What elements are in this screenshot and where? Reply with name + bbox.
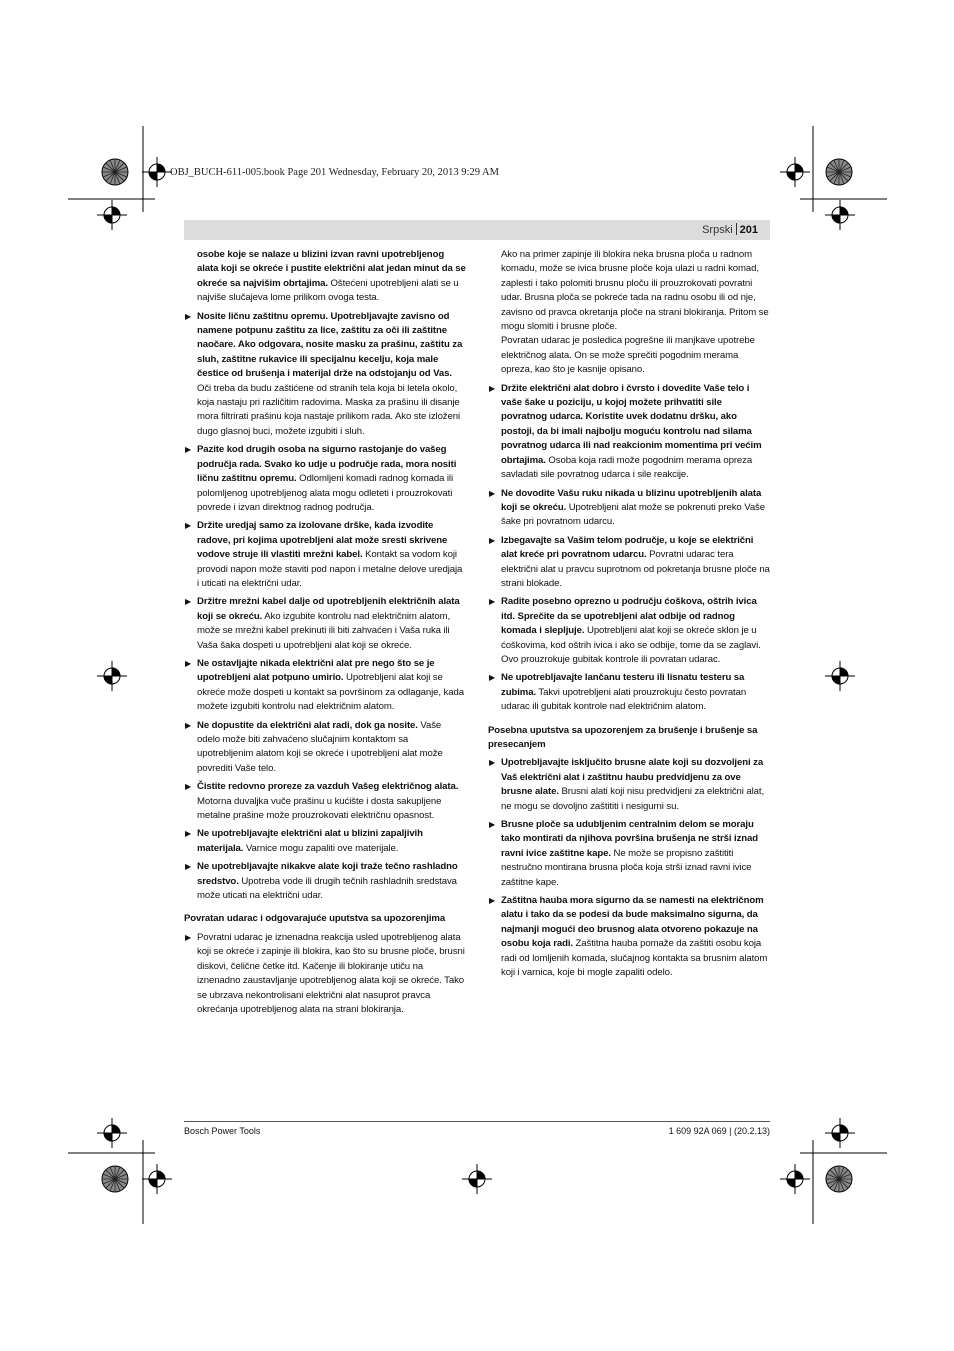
triangle-right-icon: ▶ <box>185 829 192 839</box>
registration-crosshair-icon <box>462 1164 492 1194</box>
triangle-right-icon: ▶ <box>489 383 496 393</box>
triangle-right-icon: ▶ <box>185 862 192 872</box>
list-item <box>184 780 466 823</box>
list-item <box>488 534 770 592</box>
header-divider <box>736 223 737 235</box>
triangle-right-icon: ▶ <box>489 488 496 498</box>
body-text: Odlomljeni komadi radnog komada ili polomljenog upotrebljenog alata mogu odleteti i prouzrokovati povrede i izvan direktnog radnog područja. <box>197 473 453 513</box>
body-text: Upotrebljeni alat može se pokrenuti preko Vaše šake pri povratnom udarcu. <box>501 501 765 528</box>
list-item <box>184 443 466 515</box>
body-text: Oči treba da budu zaštićene od stranih tela koja bi letela okolo, koja nastaju pri različitim radovima. Maska za prašinu ili disanje mora filtrirati prašinu koja nastaje prilikom rada. Ako ste izloženi dugo glasnoj buci, možete izgubiti i sluh. <box>197 382 461 437</box>
list-item <box>488 671 770 714</box>
body-text: Brusni alati koji nisu predvidjeni za električni alat, ne mogu se dovoljno zaštititi i nesigurni su. <box>501 786 765 812</box>
list-item <box>488 487 770 530</box>
continued-paragraph: Ako na primer zapinje ili blokira neka brusna ploča u radnom komadu, može se ivica brusne ploče koja ulazi u radni komad, zaplesti i tako polomiti brusnu ploču ili prouzrokovati povratni udar. Brusna ploča se pokreće tada na radnu osobu ili od nje, zavisno od pravca okretanja ploče na strani blokiranja. Pritom se mogu slomiti i brusne ploče. <box>501 249 769 333</box>
page-number: 201 <box>739 224 758 236</box>
list-item <box>488 595 770 667</box>
body-text: Upotrebljeni alat koji se okreće sklon je u ćoškovima, kod oštrih ivica i ako se odbije, tome da se zaglavi. Ovo prouzrokuje gubitak kontrole ili povratan udarac. <box>501 625 761 665</box>
section-heading: Posebna uputstva sa upozorenjem za brušenje i brušenje sa presecanjem <box>488 724 758 750</box>
right-column <box>488 248 770 981</box>
body-text: Vaše odelo može biti zahvaćeno slučajnim kontaktom sa upotrebljenim alatom koji se okreće i upotrebljeni alat može povrediti Vaše telo. <box>197 719 443 774</box>
bold-text: Ne upotrebljavajte lančanu testeru ili lisnatu testeru sa zubima. <box>501 672 745 698</box>
list-item <box>184 657 466 715</box>
bold-text: Pazite kod drugih osoba na sigurno rastojanje do vašeg područja rada. Svako ko udje u područje rada, mora nositi ličnu zaštitnu opremu. <box>197 444 457 485</box>
bold-text: Držite električni alat dobro i čvrsto i dovedite Vaše telo i vaše šake u poziciju, u kojoj možete prihvatiti sile povratnog udarca. Koristite uvek dodatnu dršku, ako postoji, da bi imali najbolju moguću kontrolu nad silama povratnog udarca ili nad reakcionim momentima pri većim obrtajima. <box>501 382 762 466</box>
triangle-right-icon: ▶ <box>185 720 192 730</box>
bold-text: Ne dovodite Vašu ruku nikada u blizinu upotrebljenih alata koji se okreću. <box>501 487 762 513</box>
list-item <box>184 860 466 903</box>
bold-text: osobe koje se nalaze u blizini izvan ravni upotrebljenog alata koji se okreće i pustite električni alat jedan minut da se okreće sa najvišim obrtajima. <box>197 249 466 289</box>
page-header <box>702 223 758 236</box>
print-slug: OBJ_BUCH-611-005.book Page 201 Wednesday, February 20, 2013 9:29 AM <box>170 167 499 178</box>
starburst-target-icon <box>825 1165 853 1193</box>
triangle-right-icon: ▶ <box>489 820 496 830</box>
list-item <box>184 827 466 856</box>
bold-text: Ne upotrebljavajte nikakve alate koji traže tečno rashladno sredstvo. <box>197 861 458 887</box>
body-text: Osoba koja radi može pogodnim merama opreza savladati sile povratnog udarca i sile reakcije. <box>501 454 753 481</box>
body-text: Ne može se propisno zaštititi nestručno montirana brusna ploča koja strši iznad ravni ivice zaštitne kape. <box>501 847 752 888</box>
starburst-target-icon <box>825 158 853 186</box>
footer-brand: Bosch Power Tools <box>184 1126 261 1136</box>
starburst-target-icon <box>101 158 129 186</box>
triangle-right-icon: ▶ <box>489 535 496 545</box>
continued-paragraph <box>184 248 466 306</box>
bold-text: Brusne ploče sa udubljenim centralnim delom se moraju tako montirati da njihova površina brušenja ne strši iznad ravni ivice zaštitne kape. <box>501 819 759 859</box>
bold-text: Držitre mrežni kabel dalje od upotrebljenih električnih alata koji se okreću. <box>197 596 460 622</box>
registration-crosshair-icon <box>97 1118 127 1148</box>
footer-rule <box>184 1121 770 1122</box>
triangle-right-icon: ▶ <box>185 932 192 942</box>
triangle-right-icon: ▶ <box>185 597 192 607</box>
left-column <box>184 248 466 1017</box>
triangle-right-icon: ▶ <box>185 521 192 531</box>
triangle-right-icon: ▶ <box>489 597 496 607</box>
body-text: Kontakt sa vodom koji provodi napon može staviti pod napon i metalne delove uredjaja i uticati na električni udar. <box>197 549 463 589</box>
list-item <box>184 519 466 591</box>
bold-text: Upotrebljavajte isključito brusne alate koji su dozvoljeni za Vaš električni alat i zaštitnu haubu predvidjenu za ove brusne alate. <box>501 757 764 798</box>
list-item <box>488 756 770 814</box>
bold-text: Ne upotrebljavajte električni alat u blizini zapaljivih materijala. <box>197 828 423 854</box>
header-bar <box>184 220 770 240</box>
bold-text: Ne ostavljajte nikada električni alat pre nego što se je upotrebljeni alat potpuno umirio. <box>197 657 435 684</box>
body-text: Zaštitna hauba pomaže da zaštiti osobu koja radi od lomljenih komada, slučajnog kontakta sa brusnim alatom koji i varnica, koje bi mogle zapaliti odelo. <box>501 938 768 979</box>
triangle-right-icon: ▶ <box>185 782 192 792</box>
bold-text: Ne dopustite da električni alat radi, dok ga nosite. <box>197 719 418 731</box>
triangle-right-icon: ▶ <box>489 758 496 768</box>
bold-text: Radite posebno oprezno u području ćoškova, oštrih ivica itd. Sprečite da se upotrebljeni alat odbije od radnog komada i sleplјuje. <box>501 596 757 637</box>
registration-crosshair-icon <box>97 661 127 691</box>
list-item <box>488 382 770 483</box>
bold-text: Izbegavajte sa Vašim telom područje, u koje se električni alat kreće pri povratnom udarcu. <box>501 534 754 561</box>
registration-crosshair-icon <box>97 200 127 230</box>
registration-crosshair-icon <box>780 157 810 187</box>
body-text: Takvi upotrebljeni alati prouzrokuju često povratan udarac ili gubitak kontrole nad električnim alatom. <box>501 686 747 713</box>
triangle-right-icon: ▶ <box>185 658 192 668</box>
continued-paragraph: Povratan udarac je posledica pogrešne ili manjkave upotrebe električnog alata. On se može sprečiti pogodnim merama opreza, kao što je kasnije opisano. <box>501 335 755 376</box>
list-item <box>488 894 770 980</box>
list-item <box>184 931 466 1017</box>
triangle-right-icon: ▶ <box>185 445 192 455</box>
section-heading: Povratan udarac i odgovarajuće uputstva sa upozorenjima <box>184 913 446 925</box>
registration-crosshair-icon <box>142 1164 172 1194</box>
body-text: Motorna duvaljka vuče prašinu u kućište i dosta sakupljene metalne prašine može prouzrokovati električnu opasnost. <box>197 795 442 822</box>
registration-crosshair-icon <box>825 661 855 691</box>
list-item <box>184 595 466 653</box>
starburst-target-icon <box>101 1165 129 1193</box>
registration-crosshair-icon <box>780 1164 810 1194</box>
list-item <box>488 818 770 890</box>
list-item <box>184 310 466 440</box>
body-text: Oštećeni upotrebljeni alati se u najviše slučajeva lome prilikom ovoga testa. <box>197 277 459 304</box>
body-text: Povratni udarac je iznenadna reakcija usled upotrebljenog alata koji se okreće i zapinje ili blokira, kao što su brusne ploče, brusni diskovi, čelične četke itd. Kačenje ili blokiranje utiču na iznenadno zaustavljanje upotrebljenog alata koji se okreće. Tako se ubrzava nekontrolisani električni alat nasuprot pravca okrećanja upotrebljenog alata na strani blokiranja. <box>197 931 465 1015</box>
body-text: Ako izgubite kontrolu nad električnim alatom, može se mrežni kabel prekinuti ili biti zahvaćen i Vaša ruka ili Vaša šaka dospeti u upotrebljeni alat koji se okreće. <box>197 610 451 651</box>
registration-crosshair-icon <box>825 1118 855 1148</box>
body-text: Upotrebljeni alat koji se okreće može dospeti u kontakt sa površinom za odlaganje, kada možete izgubiti kontrolu nad električnim alatom. <box>197 672 464 713</box>
bold-text: Nosite ličnu zaštitnu opremu. Upotrebljavajte zavisno od namene potpunu zaštitu za lice, zaštitu za oči ili zaštitne naočare. Ako odgovara, nosite masku za prašinu, zaštitu za sluh, zaštitne rukavice ili specijalnu kecelju, koja male čestice od brušenja i materijal drže na odstojanju od Vas. <box>197 310 463 380</box>
body-text: Varnice mogu zapaliti ove materijale. <box>243 842 399 854</box>
registration-crosshair-icon <box>825 200 855 230</box>
triangle-right-icon: ▶ <box>185 311 192 321</box>
bold-text: Zaštitna hauba mora sigurno da se namesti na električnom alatu i tako da se podesi da bude maksimalno sigurna, da najmanji mogući deo brusnog alata otvoreno pokazuje na osobu koja radi. <box>501 895 764 950</box>
bold-text: Držite uredjaj samo za izolovane drške, kada izvodite radove, pri kojima upotrebljeni alat može sresti skrivene vodove struje ili vlastiti mrežni kabel. <box>197 520 448 561</box>
body-text: Povratni udarac tera električni alat u pravcu suprotnom od pokretanja brusne ploče na strani blokade. <box>501 549 770 589</box>
registration-crosshair-icon <box>142 157 172 187</box>
body-text: Upotreba vode ili drugih tečnih rashladnih sredstava može uticati na električni udar. <box>197 875 457 902</box>
header-language: Srpski <box>702 224 733 236</box>
triangle-right-icon: ▶ <box>489 673 496 683</box>
footer-doc-number: 1 609 92A 069 | (20.2.13) <box>668 1126 770 1136</box>
triangle-right-icon: ▶ <box>489 896 496 906</box>
bold-text: Čistite redovno proreze za vazduh Vašeg električnog alata. <box>197 781 459 793</box>
list-item <box>184 719 466 777</box>
